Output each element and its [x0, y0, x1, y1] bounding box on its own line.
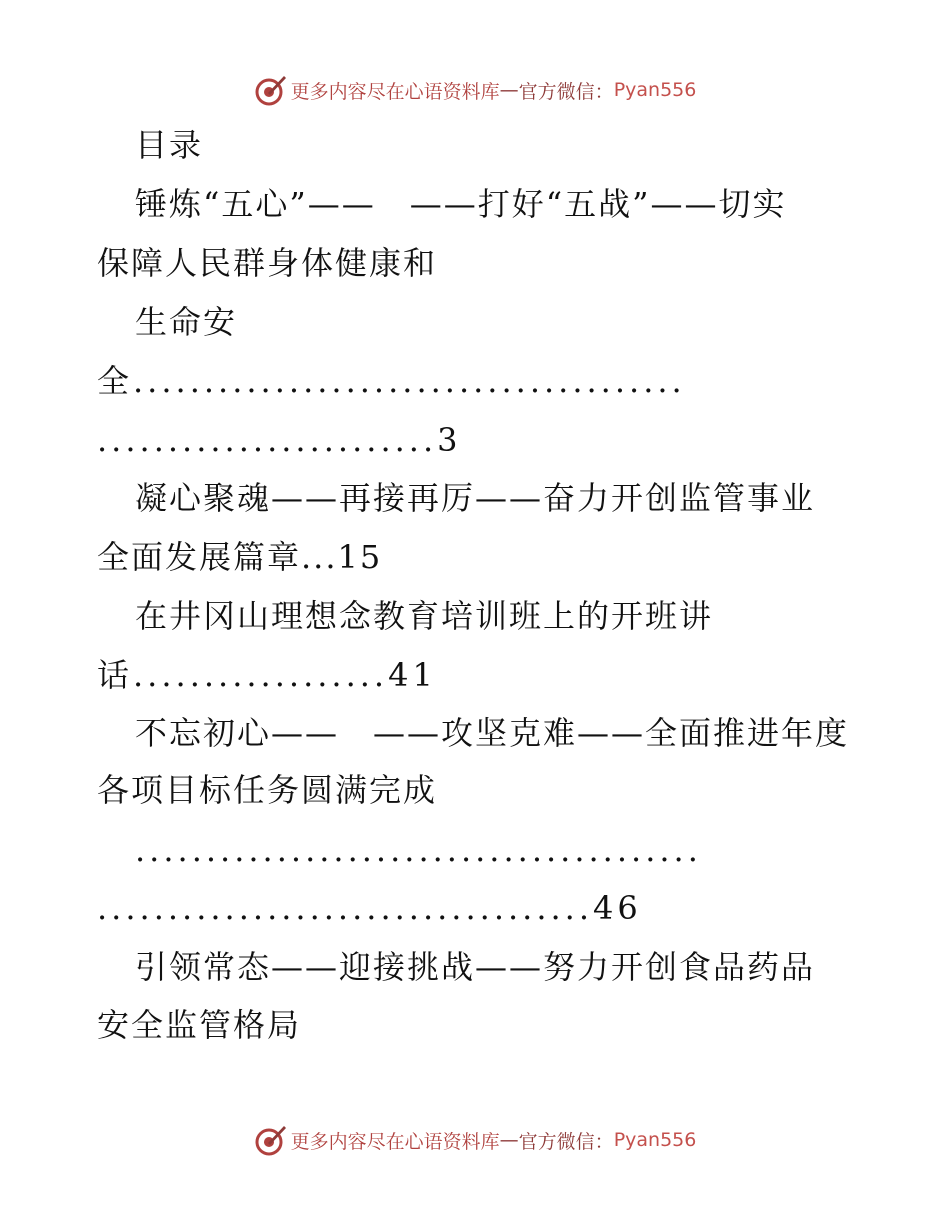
watermark-label: 官方微信：	[518, 1130, 614, 1153]
toc-line: 不忘初心—— ——攻坚克难——全面推进年度	[135, 714, 850, 752]
toc-line: 生命安	[135, 303, 238, 341]
watermark-text: 更多内容尽在心语资料库	[290, 1130, 500, 1153]
toc-line: 凝心聚魂——再接再厉——奋力开创监管事业	[135, 479, 816, 517]
footer-watermark	[0, 1120, 950, 1160]
watermark-dash: —	[499, 1129, 519, 1151]
toc-line: 在井冈山理想念教育培训班上的开班讲	[135, 597, 714, 635]
watermark-dash: —	[499, 79, 519, 101]
quill-logo-icon	[254, 73, 288, 107]
toc-line: 锤炼“五心”—— ——打好“五战”——切实	[135, 185, 787, 223]
toc-page-ref: 全面发展篇章...15	[97, 538, 383, 576]
watermark-text: 更多内容尽在心语资料库	[290, 80, 500, 103]
toc-line: 各项目标任务圆满完成	[97, 771, 438, 809]
toc-line: 安全监管格局	[97, 1006, 302, 1044]
quill-logo-icon	[254, 1123, 288, 1157]
toc-page-ref: ...................................46	[97, 889, 642, 927]
watermark-wechat-id: Pyan556	[613, 1129, 697, 1151]
toc-heading: 目录	[135, 126, 204, 164]
toc-page-ref: ........................3	[97, 421, 462, 459]
watermark-label: 官方微信：	[518, 80, 614, 103]
toc-line: 全.......................................	[97, 362, 686, 400]
header-watermark	[0, 70, 950, 110]
toc-line: 引领常态——迎接挑战——努力开创食品药品	[135, 948, 816, 986]
toc-line: ........................................	[135, 831, 702, 869]
toc-page-ref: 话..................41	[97, 656, 437, 694]
watermark-wechat-id: Pyan556	[613, 79, 697, 101]
toc-line: 保障人民群身体健康和	[97, 244, 438, 282]
